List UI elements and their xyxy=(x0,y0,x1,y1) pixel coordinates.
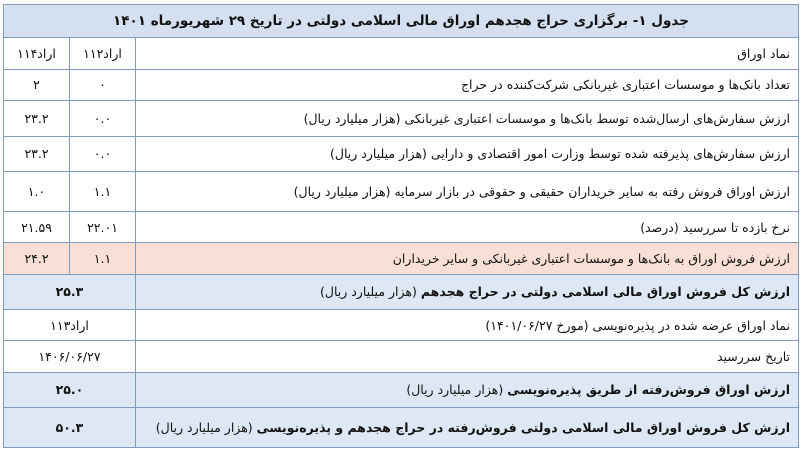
header-col2: اراد۱۱۴ xyxy=(4,38,70,69)
row-label: ارزش سفارش‌های پذیرفته شده توسط وزارت امور اقتصادی و دارایی (هزار میلیارد ریال) xyxy=(136,136,799,172)
highlight-row xyxy=(4,243,799,274)
table-row xyxy=(4,211,799,242)
row-col2: ۲۱.۵۹ xyxy=(4,211,70,242)
row-col1: ۰.۰ xyxy=(70,101,136,137)
underwriting-sold-unit: (هزار میلیارد ریال) xyxy=(406,382,504,398)
total-auction-label-text: ارزش کل فروش اوراق مالی اسلامی دولتی در حراج هجدهم xyxy=(420,284,790,300)
auction-table xyxy=(3,4,799,448)
maturity-row xyxy=(4,341,799,372)
table-row xyxy=(4,136,799,172)
underwriting-sold-row xyxy=(4,372,799,408)
row-col2: ۲۳.۲ xyxy=(4,136,70,172)
row-col1: ۱.۱ xyxy=(70,243,136,274)
table-row xyxy=(4,69,799,100)
grand-total-label-text: ارزش کل فروش اوراق مالی اسلامی دولتی فروش‌رفته در حراج هجدهم و پذیره‌نویسی xyxy=(256,420,790,436)
total-auction-label xyxy=(136,274,799,310)
header-row xyxy=(4,38,799,69)
underwriting-symbol-label: نماد اوراق عرضه شده در پذیره‌نویسی (مورخ ۱۴۰۱/۰۶/۲۷) xyxy=(136,310,799,341)
table-title: جدول ۱- برگزاری حراج هجدهم اوراق مالی اسلامی دولتی در تاریخ ۲۹ شهریورماه ۱۴۰۱ xyxy=(4,5,799,38)
row-col1: ۰.۰ xyxy=(70,136,136,172)
auction-table-container xyxy=(3,4,798,448)
total-auction-row xyxy=(4,274,799,310)
row-col2: ۱.۰ xyxy=(4,172,70,212)
row-col1: ۱.۱ xyxy=(70,172,136,212)
maturity-label: تاریخ سررسید xyxy=(136,341,799,372)
underwriting-sold-label-text: ارزش اوراق فروش‌رفته از طریق پذیره‌نویسی xyxy=(507,382,790,398)
header-label: نماد اوراق xyxy=(136,38,799,69)
table-row xyxy=(4,172,799,212)
table-row xyxy=(4,101,799,137)
row-col1: ۰ xyxy=(70,69,136,100)
grand-total-row xyxy=(4,408,799,448)
underwriting-symbol-row xyxy=(4,310,799,341)
underwriting-sold-value: ۲۵.۰ xyxy=(4,372,136,408)
underwriting-sold-label xyxy=(136,372,799,408)
row-col2: ۲۴.۲ xyxy=(4,243,70,274)
header-col1: اراد۱۱۲ xyxy=(70,38,136,69)
row-col1: ۲۲.۰۱ xyxy=(70,211,136,242)
row-label: ارزش اوراق فروش رفته به سایر خریداران حقیقی و حقوقی در بازار سرمایه (هزار میلیارد ریال) xyxy=(136,172,799,212)
maturity-value: ۱۴۰۶/۰۶/۲۷ xyxy=(4,341,136,372)
row-label: ارزش سفارش‌های ارسال‌شده توسط بانک‌ها و موسسات اعتباری غیربانکی (هزار میلیارد ریال) xyxy=(136,101,799,137)
grand-total-label xyxy=(136,408,799,448)
row-col2: ۲۳.۲ xyxy=(4,101,70,137)
row-label: تعداد بانک‌ها و موسسات اعتباری غیربانکی شرکت‌کننده در حراج xyxy=(136,69,799,100)
row-label: نرخ بازده تا سررسید (درصد) xyxy=(136,211,799,242)
grand-total-value: ۵۰.۳ xyxy=(4,408,136,448)
row-col2: ۲ xyxy=(4,69,70,100)
total-auction-unit: (هزار میلیارد ریال) xyxy=(319,284,417,300)
underwriting-symbol-value: اراد۱۱۳ xyxy=(4,310,136,341)
table-title-row xyxy=(4,5,799,38)
row-label: ارزش فروش اوراق به بانک‌ها و موسسات اعتباری غیربانکی و سایر خریداران xyxy=(136,243,799,274)
total-auction-value: ۲۵.۳ xyxy=(4,274,136,310)
grand-total-unit: (هزار میلیارد ریال) xyxy=(155,420,253,436)
